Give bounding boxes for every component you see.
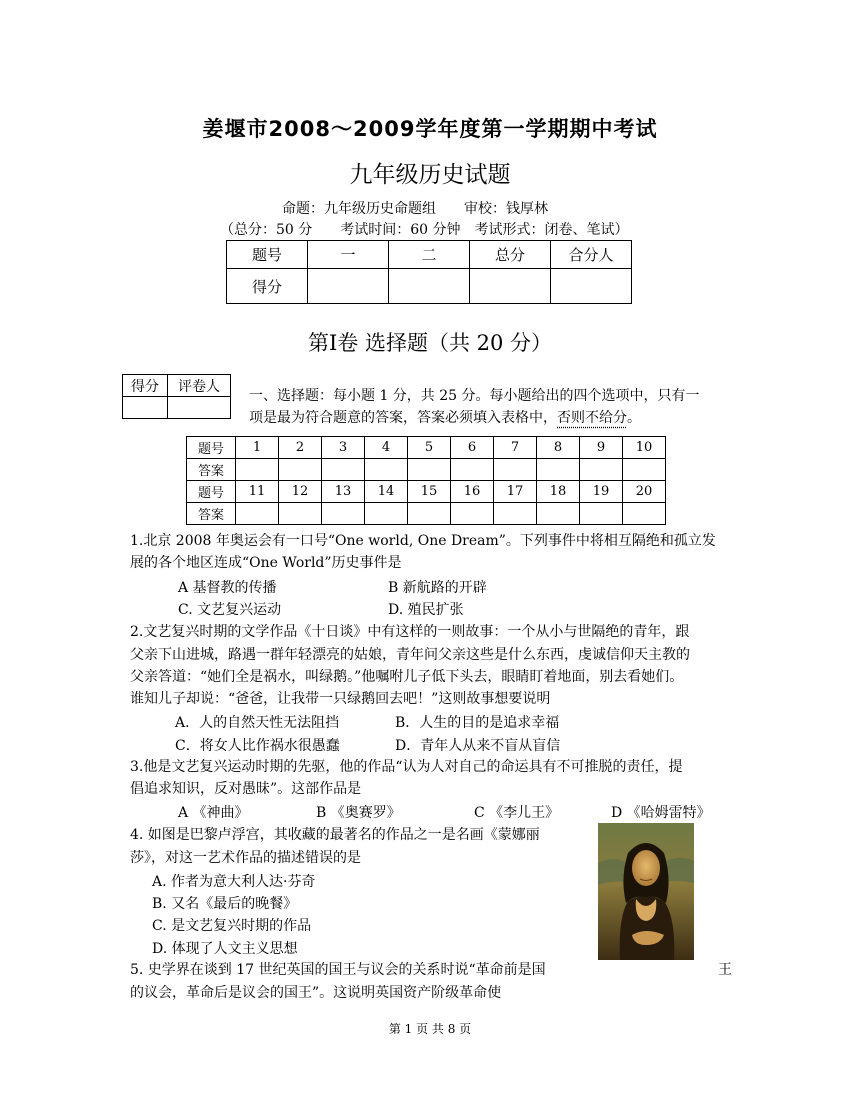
q3-option-b[interactable]: B 《奥赛罗》 [316,805,401,821]
score-cell [389,269,470,304]
answer-num: 20 [623,481,666,503]
page-footer: 第 1 页 共 8 页 [388,1022,472,1036]
q2-option-d[interactable]: D．青年人从来不盲从盲信 [395,738,561,754]
score-cell [551,269,632,304]
answer-cell[interactable] [623,503,666,525]
q4-option-d[interactable]: D. 体现了人文主义思想 [152,941,298,957]
answer-label: 答案 [187,503,236,525]
q2-line-4: 谁知儿子却说：“爸爸，让我带一只绿鹅回去吧！”这则故事想要说明 [130,691,551,707]
q4-option-b[interactable]: B. 又名《最后的晚餐》 [152,896,298,912]
answer-num: 15 [408,481,451,503]
answer-cell[interactable] [236,459,279,481]
grader-cell [123,397,168,419]
author-line: 命题：九年级历史命题组 审校：钱厚林 [282,201,548,217]
answer-num: 17 [494,481,537,503]
score-cell [470,269,551,304]
answer-cell[interactable] [494,459,537,481]
q3-option-a[interactable]: A 《神曲》 [178,805,249,821]
answer-cell[interactable] [451,503,494,525]
q4-line-1: 4. 如图是巴黎卢浮宫，其收藏的最著名的作品之一是名画《蒙娜丽 [130,827,540,843]
q5-line-1-end: 王 [718,962,732,978]
q3-option-d[interactable]: D 《哈姆雷特》 [611,805,711,821]
q1-line-1: 1.北京 2008 年奥运会有一口号“One world, One Dream”。下列事件中将相互隔绝和孤立发 [130,533,716,549]
q1-option-c[interactable]: C. 文艺复兴运动 [178,602,282,618]
answer-cell[interactable] [623,459,666,481]
answer-num: 6 [451,437,494,459]
answer-num: 5 [408,437,451,459]
q3-option-c[interactable]: C 《李儿王》 [474,805,560,821]
answer-cell[interactable] [580,503,623,525]
answer-cell[interactable] [408,459,451,481]
answer-num: 16 [451,481,494,503]
answer-num: 13 [322,481,365,503]
answer-cell[interactable] [537,503,580,525]
answer-num: 14 [365,481,408,503]
score-header-cell: 合分人 [551,241,632,269]
q2-option-b[interactable]: B．人生的目的是追求幸福 [395,715,560,731]
answer-label: 答案 [187,459,236,481]
answer-cell[interactable] [494,503,537,525]
answer-num: 8 [537,437,580,459]
q5-line-2: 的议会，革命后是议会的国王”。这说明英国资产阶级革命使 [130,985,502,1001]
answer-num-label: 题号 [187,481,236,503]
q2-option-a[interactable]: A．人的自然天性无法阻挡 [175,715,340,731]
answer-num: 18 [537,481,580,503]
answer-num-label: 题号 [187,437,236,459]
answer-cell[interactable] [537,459,580,481]
exam-subtitle: 九年级历史试题 [349,162,511,188]
answer-cell[interactable] [322,459,365,481]
score-row-label: 得分 [227,269,308,304]
answer-cell[interactable] [236,503,279,525]
q2-line-1: 2.文艺复兴时期的文学作品《十日谈》中有这样的一则故事：一个从小与世隔绝的青年，跟 [130,624,690,640]
answer-num: 19 [580,481,623,503]
info-line: （总分：50 分 考试时间：60 分钟 考试形式：闭卷、笔试） [220,222,629,238]
q2-option-c[interactable]: C．将女人比作祸水很愚蠢 [175,738,340,754]
answer-cell[interactable] [279,459,322,481]
mona-lisa-image [598,823,694,960]
answer-cell[interactable] [322,503,365,525]
answer-cell[interactable] [365,503,408,525]
answer-cell[interactable] [451,459,494,481]
answer-num: 7 [494,437,537,459]
grader-cell [168,397,231,419]
emphasis-text: 否则不给分 [557,410,627,426]
answer-num: 10 [623,437,666,459]
section-title: 第Ⅰ卷 选择题（共 20 分） [307,331,553,355]
answer-num: 2 [279,437,322,459]
answer-cell[interactable] [279,503,322,525]
grader-header-cell: 评卷人 [168,375,231,397]
q4-line-2: 莎》，对这一艺术作品的描述错误的是 [130,850,361,866]
score-header-cell: 题号 [227,241,308,269]
q4-option-c[interactable]: C. 是文艺复兴时期的作品 [152,918,312,934]
answer-num: 11 [236,481,279,503]
mona-lisa-painting-icon [598,823,694,960]
instruction-line-1: 一、选择题：每小题 1 分，共 25 分。每小题给出的四个选项中，只有一 [249,388,700,404]
answer-cell[interactable] [580,459,623,481]
q2-line-3: 父亲答道：“她们全是祸水，叫绿鹅。”他嘱咐儿子低下头去，眼睛盯着地面，别去看她们。 [130,669,684,685]
answer-table [186,436,666,525]
answer-cell[interactable] [408,503,451,525]
answer-cell[interactable] [365,459,408,481]
answer-num: 9 [580,437,623,459]
score-table [226,240,632,304]
score-header-cell: 总分 [470,241,551,269]
q3-line-2: 倡追求知识，反对愚昧”。这部作品是 [130,781,362,797]
answer-num: 4 [365,437,408,459]
answer-num: 3 [322,437,365,459]
q5-line-1: 5. 史学界在谈到 17 世纪英国的国王与议会的关系时说“革命前是国 [130,962,546,978]
grader-table [122,374,231,419]
grader-header-cell: 得分 [123,375,168,397]
score-header-cell: 一 [308,241,389,269]
q4-option-a[interactable]: A. 作者为意大利人达·芬奇 [152,874,316,890]
answer-num: 12 [279,481,322,503]
q2-line-2: 父亲下山进城，路遇一群年轻漂亮的姑娘，青年问父亲这些是什么东西，虔诚信仰天主教的 [130,647,690,663]
q1-option-b[interactable]: B 新航路的开辟 [388,580,487,596]
score-cell [308,269,389,304]
q3-line-1: 3.他是文艺复兴运动时期的先驱，他的作品“认为人对自己的命运具有不可推脱的责任，提 [130,759,683,775]
exam-title: 姜堰市2008～2009学年度第一学期期中考试 [202,117,658,141]
q1-option-d[interactable]: D. 殖民扩张 [388,602,464,618]
instruction-line-2: 项是最为符合题意的答案，答案必须填入表格中，否则不给分。 [249,410,641,426]
score-header-cell: 二 [389,241,470,269]
answer-num: 1 [236,437,279,459]
q1-line-2: 展的各个地区连成“One World”历史事件是 [130,555,402,571]
q1-option-a[interactable]: A 基督教的传播 [178,580,277,596]
